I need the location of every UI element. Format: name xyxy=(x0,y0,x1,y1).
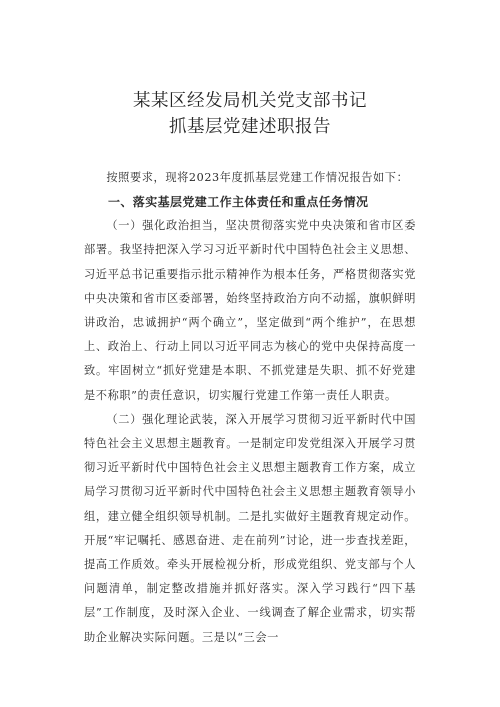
document-title-line-2: 抓基层党建述职报告 xyxy=(169,117,331,137)
title-block xyxy=(84,88,416,140)
paragraph-1: （一）强化政治担当，坚决贯彻落实党中央决策和省市区委部署。我坚持把深入学习习近平新时代中国特色社会主义思想、习近平总书记重要指示批示精神作为根本任务，严格贯彻落实党中央决策和省市区委部署，始终坚持政治方向不动摇，旗帜鲜明讲政治，忠诚拥护“两个确立”，坚定做到“两个维护”，在思想上、政治上、行动上同以习近平同志为核心的党中央保持高度一致。牢固树立“抓好党建是本职、不抓党建是失职、抓不好党建是不称职”的责任意识，切实履行党建工作第一责任人职责。 xyxy=(84,219,416,402)
document-title-line-1: 某某区经发局机关党支部书记 xyxy=(133,91,367,111)
intro-paragraph: 按照要求，现将2023年度抓基层党建工作情况报告如下： xyxy=(106,171,409,184)
section-1-heading: 一、落实基层党建工作主体责任和重点任务情况 xyxy=(108,195,369,210)
paragraph-2: （二）强化理论武装，深入开展学习贯彻习近平新时代中国特色社会主义思想主题教育。一是制定印发党组深入开展学习贯彻习近平新时代中国特色社会主义思想主题教育工作方案，成立局学习贯彻习近平新时代中国特色社会主义思想主题教育领导小组，建立健全组织领导机制。二是扎实做好主题教育规定动作。开展“牢记嘱托、感恩奋进、走在前列”讨论，进一步查找差距，提高工作质效。牵头开展检视分析，形成党组织、党支部与个人问题清单，制定整改措施并抓好落实。深入学习践行“四下基层”工作制度，及时深入企业、一线调查了解企业需求，切实帮助企业解决实际问题。三是以“三会一 xyxy=(84,412,416,644)
